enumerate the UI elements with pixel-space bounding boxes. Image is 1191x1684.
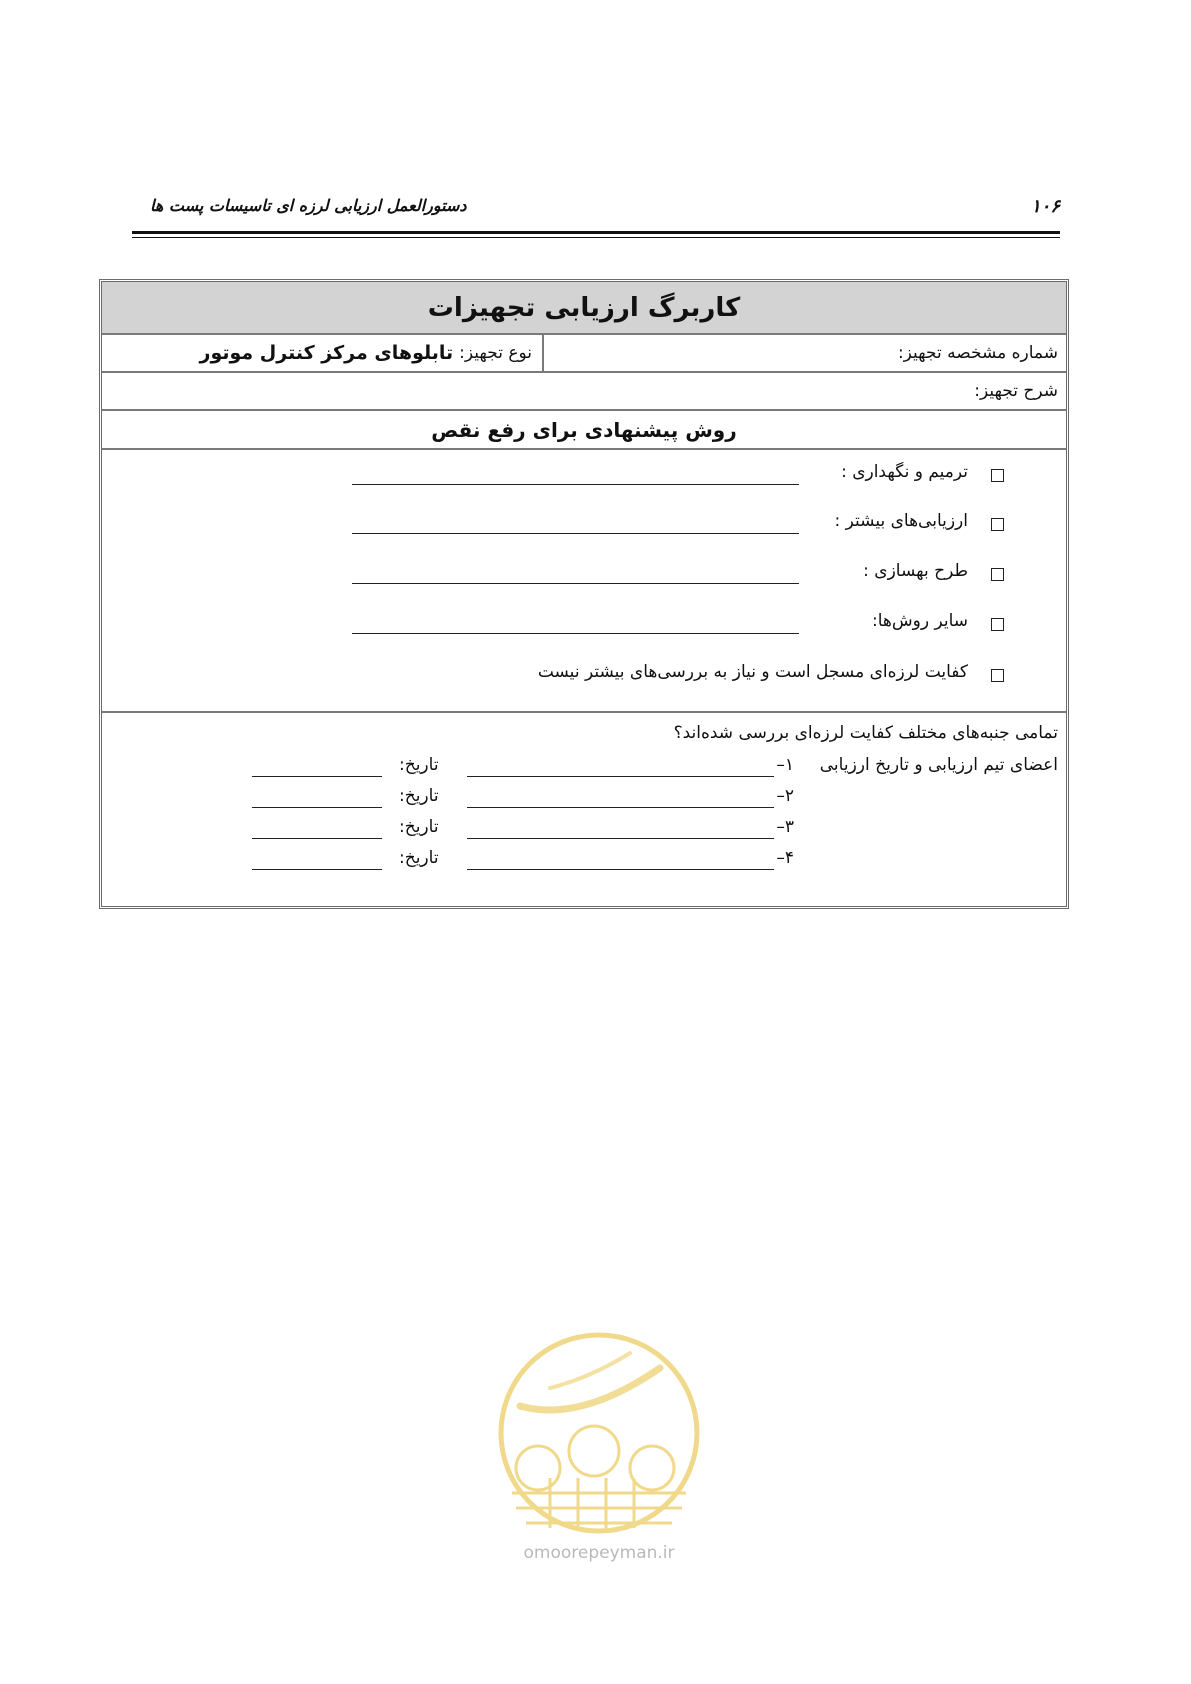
option-label: سایر روش‌ها: [872,611,968,631]
option-retrofit-plan [102,559,1066,593]
checkbox-other-methods[interactable] [991,618,1004,631]
equipment-evaluation-form [99,279,1069,909]
page-header [132,192,1060,226]
member-name-line[interactable] [467,776,774,777]
header-rule [132,231,1060,234]
checkbox-repair-maintenance[interactable] [991,469,1004,482]
member-number: ۲– [776,786,794,806]
member-date-line[interactable] [252,869,382,870]
fill-line-retrofit-plan[interactable] [352,583,799,584]
equipment-type-value: تابلوهای مرکز کنترل موتور [199,342,454,364]
option-further-evaluation [102,509,1066,543]
document-title: دستورالعمل ارزیابی لرزه ای تاسیسات پست ها [150,196,467,215]
option-label: ترمیم و نگهداری : [841,462,968,482]
member-date-line[interactable] [252,776,382,777]
section-header-row [102,411,1066,450]
team-member-row [102,755,1066,785]
checkbox-further-evaluation[interactable] [991,518,1004,531]
form-title-row [102,282,1066,335]
remedy-options [102,450,1066,713]
member-date-line[interactable] [252,807,382,808]
equipment-id-field[interactable] [542,335,1066,371]
option-repair-maintenance [102,460,1066,494]
member-name-line[interactable] [467,807,774,808]
equipment-description-field[interactable] [102,373,1066,411]
equipment-type-field[interactable] [102,335,542,371]
review-question: تمامی جنبه‌های مختلف کفایت لرزه‌ای بررسی شده‌اند؟ [673,723,1058,743]
watermark-logo [490,1328,708,1568]
team-label: اعضای تیم ارزیابی و تاریخ ارزیابی [819,755,1058,775]
equipment-ids-row [102,335,1066,373]
watermark-seal-icon [490,1328,708,1568]
fill-line-other-methods[interactable] [352,633,799,634]
fill-line-repair-maintenance[interactable] [352,484,799,485]
equipment-description-label: شرح تجهیز: [974,381,1058,401]
option-seismic-adequacy-confirmed [102,660,1066,694]
watermark-text: omoorepeyman.ir [523,1543,675,1563]
evaluation-team-section [102,713,1066,906]
header-rule-thin [132,237,1060,238]
fill-line-further-evaluation[interactable] [352,533,799,534]
member-name-line[interactable] [467,838,774,839]
date-label: تاریخ: [399,786,439,806]
form-title: کاربرگ ارزیابی تجهیزات [427,292,741,323]
date-label: تاریخ: [399,755,439,775]
date-label: تاریخ: [399,848,439,868]
checkbox-seismic-adequacy-confirmed[interactable] [991,669,1004,682]
member-date-line[interactable] [252,838,382,839]
team-member-row [102,848,1066,878]
section-title: روش پیشنهادی برای رفع نقص [431,417,737,442]
team-member-row [102,786,1066,816]
member-number: ۱– [776,755,794,775]
equipment-type-label: نوع تجهیز: [459,343,532,363]
option-label: ارزیابی‌های بیشتر : [834,511,968,531]
member-name-line[interactable] [467,869,774,870]
option-label: طرح بهسازی : [863,561,968,581]
member-number: ۳– [776,817,794,837]
member-number: ۴– [776,848,794,868]
option-other-methods [102,609,1066,643]
team-member-row [102,817,1066,847]
equipment-id-label: شماره مشخصه تجهیز: [897,343,1058,363]
option-label: کفایت لرزه‌ای مسجل است و نیاز به بررسی‌های بیشتر نیست [537,662,968,682]
date-label: تاریخ: [399,817,439,837]
page-number: ۱۰۶ [1030,196,1060,217]
checkbox-retrofit-plan[interactable] [991,568,1004,581]
